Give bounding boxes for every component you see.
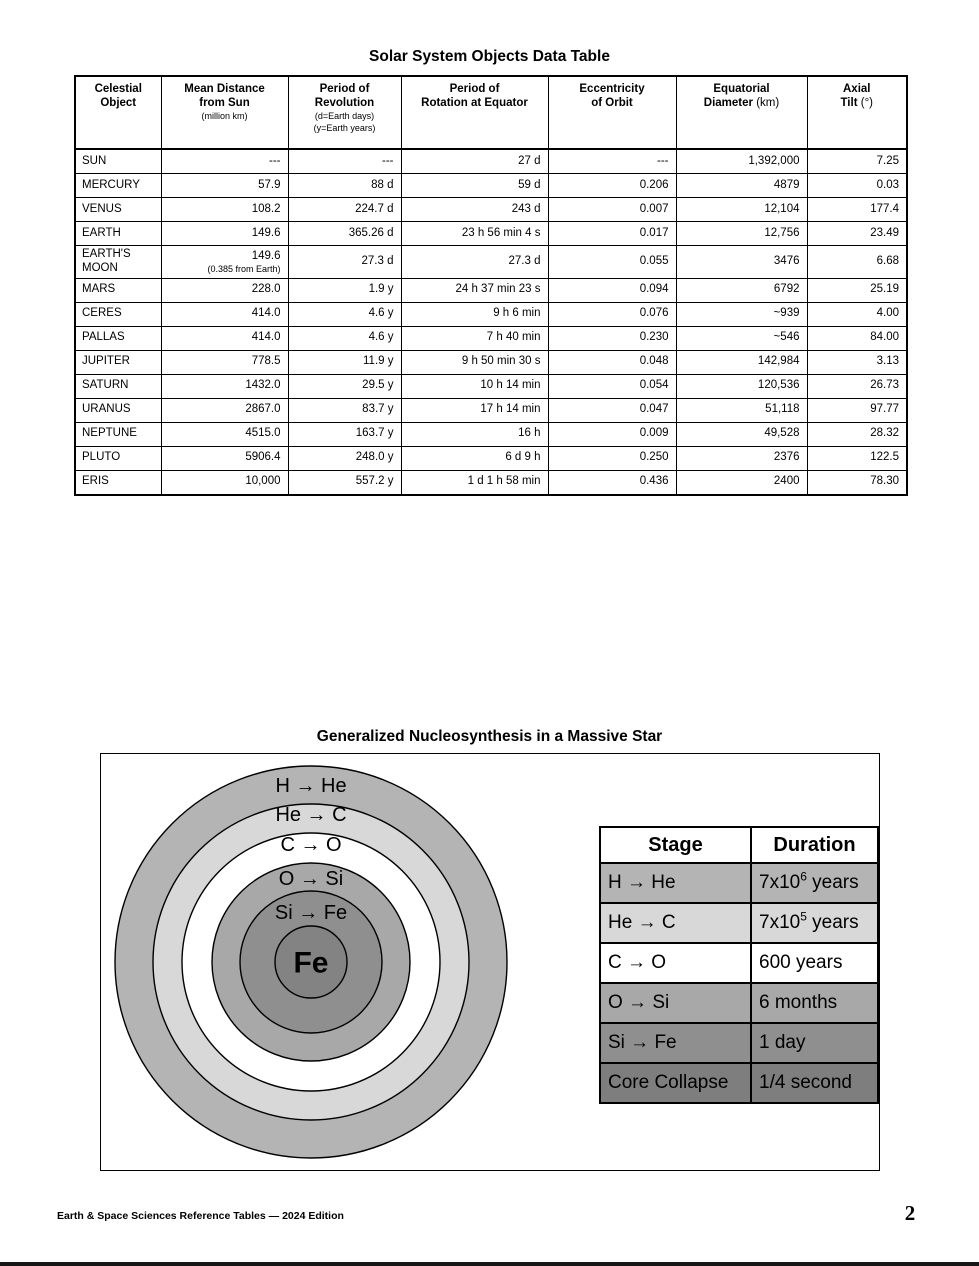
cell-equatorial-diameter: 2400 xyxy=(676,470,807,495)
cell-eccentricity: 0.230 xyxy=(548,326,676,350)
solar-table-row xyxy=(75,350,907,374)
stage-duration-table xyxy=(599,826,879,1104)
cell-eccentricity: --- xyxy=(548,149,676,174)
col-header-celestial-object: Celestial Object xyxy=(75,76,161,149)
cell-celestial-object: EARTH'S MOON xyxy=(75,246,161,279)
cell-mean-distance: 414.0 xyxy=(161,326,288,350)
footer-edition-label: Earth & Space Sciences Reference Tables — 2024 Edition xyxy=(57,1210,344,1222)
cell-stage: O → Si xyxy=(600,983,751,1023)
cell-axial-tilt: 7.25 xyxy=(807,149,907,174)
cell-period-revolution: 1.9 y xyxy=(288,278,401,302)
col-header-mean-distance: Mean Distance from Sun (million km) xyxy=(161,76,288,149)
cell-celestial-object: CERES xyxy=(75,302,161,326)
solar-table-header-row xyxy=(75,76,907,149)
cell-equatorial-diameter: 51,118 xyxy=(676,398,807,422)
cell-period-revolution: 163.7 y xyxy=(288,422,401,446)
ring-label-c-to-o: C → O xyxy=(280,834,342,856)
cell-equatorial-diameter: 1,392,000 xyxy=(676,149,807,174)
cell-equatorial-diameter: ~546 xyxy=(676,326,807,350)
cell-period-revolution: 11.9 y xyxy=(288,350,401,374)
solar-table-title: Solar System Objects Data Table xyxy=(369,48,610,65)
solar-table-row xyxy=(75,302,907,326)
cell-equatorial-diameter: 6792 xyxy=(676,278,807,302)
solar-table-row xyxy=(75,374,907,398)
col-header-stage: Stage xyxy=(600,827,751,863)
cell-duration: $7x10^6$ years xyxy=(751,863,878,903)
col-header-duration: Duration xyxy=(751,827,878,863)
solar-table-row xyxy=(75,326,907,350)
cell-duration: 600 years xyxy=(751,943,878,983)
cell-celestial-object: SATURN xyxy=(75,374,161,398)
solar-table-row xyxy=(75,278,907,302)
cell-period-rotation: 27 d xyxy=(401,149,548,174)
stage-row-core-collapse xyxy=(600,1063,878,1103)
page-number: 2 xyxy=(904,1201,916,1225)
cell-eccentricity: 0.055 xyxy=(548,246,676,279)
cell-period-revolution: 29.5 y xyxy=(288,374,401,398)
cell-period-revolution: --- xyxy=(288,149,401,174)
cell-mean-distance: 149.6 (0.385 from Earth) xyxy=(161,246,288,279)
cell-eccentricity: 0.007 xyxy=(548,198,676,222)
nucleosynthesis-diagram-box xyxy=(100,753,880,1171)
col-header-equatorial-diameter: Equatorial Diameter (km) xyxy=(676,76,807,149)
cell-mean-distance: 57.9 xyxy=(161,174,288,198)
solar-table-row xyxy=(75,446,907,470)
cell-stage: H → He xyxy=(600,863,751,903)
cell-celestial-object: EARTH xyxy=(75,222,161,246)
cell-eccentricity: 0.054 xyxy=(548,374,676,398)
cell-celestial-object: SUN xyxy=(75,149,161,174)
cell-eccentricity: 0.047 xyxy=(548,398,676,422)
cell-period-rotation: 243 d xyxy=(401,198,548,222)
stage-row-h-he xyxy=(600,863,878,903)
cell-duration: 1/4 second xyxy=(751,1063,878,1103)
ring-label-o-to-si: O → Si xyxy=(278,868,344,890)
cell-mean-distance: 778.5 xyxy=(161,350,288,374)
cell-period-rotation: 10 h 14 min xyxy=(401,374,548,398)
cell-period-revolution: 27.3 d xyxy=(288,246,401,279)
cell-celestial-object: PLUTO xyxy=(75,446,161,470)
cell-axial-tilt: 122.5 xyxy=(807,446,907,470)
stage-row-o-si xyxy=(600,983,878,1023)
solar-table-row xyxy=(75,174,907,198)
cell-mean-distance: 414.0 xyxy=(161,302,288,326)
solar-table-row xyxy=(75,246,907,279)
cell-period-rotation: 9 h 50 min 30 s xyxy=(401,350,548,374)
cell-period-rotation: 24 h 37 min 23 s xyxy=(401,278,548,302)
stage-row-si-fe xyxy=(600,1023,878,1063)
cell-mean-distance: 1432.0 xyxy=(161,374,288,398)
cell-eccentricity: 0.206 xyxy=(548,174,676,198)
cell-period-revolution: 88 d xyxy=(288,174,401,198)
solar-table-row xyxy=(75,422,907,446)
cell-eccentricity: 0.436 xyxy=(548,470,676,495)
cell-equatorial-diameter: 4879 xyxy=(676,174,807,198)
cell-mean-distance: 228.0 xyxy=(161,278,288,302)
cell-eccentricity: 0.017 xyxy=(548,222,676,246)
cell-period-revolution: 4.6 y xyxy=(288,326,401,350)
cell-equatorial-diameter: 12,104 xyxy=(676,198,807,222)
cell-eccentricity: 0.009 xyxy=(548,422,676,446)
stage-row-c-o xyxy=(600,943,878,983)
cell-axial-tilt: 6.68 xyxy=(807,246,907,279)
cell-period-revolution: 4.6 y xyxy=(288,302,401,326)
cell-axial-tilt: 78.30 xyxy=(807,470,907,495)
cell-celestial-object: MERCURY xyxy=(75,174,161,198)
cell-equatorial-diameter: 12,756 xyxy=(676,222,807,246)
cell-duration: 1 day xyxy=(751,1023,878,1063)
ring-label-he-to-c: He → C xyxy=(275,804,347,826)
cell-axial-tilt: 26.73 xyxy=(807,374,907,398)
cell-celestial-object: URANUS xyxy=(75,398,161,422)
cell-period-rotation: 23 h 56 min 4 s xyxy=(401,222,548,246)
cell-axial-tilt: 4.00 xyxy=(807,302,907,326)
cell-axial-tilt: 25.19 xyxy=(807,278,907,302)
col-header-period-revolution: Period of Revolution (d=Earth days) (y=Earth years) xyxy=(288,76,401,149)
cell-mean-distance: 2867.0 xyxy=(161,398,288,422)
cell-celestial-object: VENUS xyxy=(75,198,161,222)
col-header-period-rotation: Period of Rotation at Equator xyxy=(401,76,548,149)
cell-eccentricity: 0.076 xyxy=(548,302,676,326)
cell-celestial-object: PALLAS xyxy=(75,326,161,350)
solar-table-row xyxy=(75,149,907,174)
cell-axial-tilt: 97.77 xyxy=(807,398,907,422)
cell-axial-tilt: 0.03 xyxy=(807,174,907,198)
stage-table-header-row xyxy=(600,827,878,863)
cell-axial-tilt: 28.32 xyxy=(807,422,907,446)
core-label-fe: Fe xyxy=(293,946,329,980)
cell-stage: Core Collapse xyxy=(600,1063,751,1103)
cell-equatorial-diameter: 3476 xyxy=(676,246,807,279)
cell-duration: $7x10^5$ years xyxy=(751,903,878,943)
cell-period-rotation: 9 h 6 min xyxy=(401,302,548,326)
nucleosynthesis-title: Generalized Nucleosynthesis in a Massive Star xyxy=(316,728,663,745)
cell-eccentricity: 0.048 xyxy=(548,350,676,374)
cell-period-rotation: 16 h xyxy=(401,422,548,446)
cell-equatorial-diameter: 2376 xyxy=(676,446,807,470)
cell-celestial-object: MARS xyxy=(75,278,161,302)
cell-eccentricity: 0.250 xyxy=(548,446,676,470)
cell-period-revolution: 83.7 y xyxy=(288,398,401,422)
cell-equatorial-diameter: 120,536 xyxy=(676,374,807,398)
cell-mean-distance: --- xyxy=(161,149,288,174)
cell-axial-tilt: 3.13 xyxy=(807,350,907,374)
solar-table-row xyxy=(75,222,907,246)
col-header-axial-tilt: Axial Tilt (°) xyxy=(807,76,907,149)
cell-period-revolution: 365.26 d xyxy=(288,222,401,246)
cell-stage: Si → Fe xyxy=(600,1023,751,1063)
solar-system-table xyxy=(74,75,908,496)
solar-table-row xyxy=(75,470,907,495)
cell-period-revolution: 557.2 y xyxy=(288,470,401,495)
cell-period-rotation: 59 d xyxy=(401,174,548,198)
cell-mean-distance: 108.2 xyxy=(161,198,288,222)
cell-mean-distance: 5906.4 xyxy=(161,446,288,470)
cell-mean-distance: 10,000 xyxy=(161,470,288,495)
cell-period-rotation: 1 d 1 h 58 min xyxy=(401,470,548,495)
cell-period-rotation: 27.3 d xyxy=(401,246,548,279)
solar-table-row xyxy=(75,198,907,222)
ring-label-h-to-he: H → He xyxy=(275,775,347,797)
cell-period-revolution: 224.7 d xyxy=(288,198,401,222)
cell-duration: 6 months xyxy=(751,983,878,1023)
stage-row-he-c xyxy=(600,903,878,943)
cell-mean-distance: 4515.0 xyxy=(161,422,288,446)
cell-axial-tilt: 23.49 xyxy=(807,222,907,246)
solar-table-row xyxy=(75,398,907,422)
page-bottom-edge xyxy=(0,1262,979,1266)
cell-period-rotation: 7 h 40 min xyxy=(401,326,548,350)
cell-stage: C → O xyxy=(600,943,751,983)
cell-axial-tilt: 84.00 xyxy=(807,326,907,350)
cell-period-revolution: 248.0 y xyxy=(288,446,401,470)
cell-equatorial-diameter: ~939 xyxy=(676,302,807,326)
cell-period-rotation: 6 d 9 h xyxy=(401,446,548,470)
cell-celestial-object: ERIS xyxy=(75,470,161,495)
cell-equatorial-diameter: 142,984 xyxy=(676,350,807,374)
cell-stage: He → C xyxy=(600,903,751,943)
cell-mean-distance: 149.6 xyxy=(161,222,288,246)
cell-axial-tilt: 177.4 xyxy=(807,198,907,222)
cell-celestial-object: JUPITER xyxy=(75,350,161,374)
cell-equatorial-diameter: 49,528 xyxy=(676,422,807,446)
cell-period-rotation: 17 h 14 min xyxy=(401,398,548,422)
col-header-eccentricity: Eccentricity of Orbit xyxy=(548,76,676,149)
cell-eccentricity: 0.094 xyxy=(548,278,676,302)
cell-celestial-object: NEPTUNE xyxy=(75,422,161,446)
ring-label-si-to-fe: Si → Fe xyxy=(274,902,348,924)
